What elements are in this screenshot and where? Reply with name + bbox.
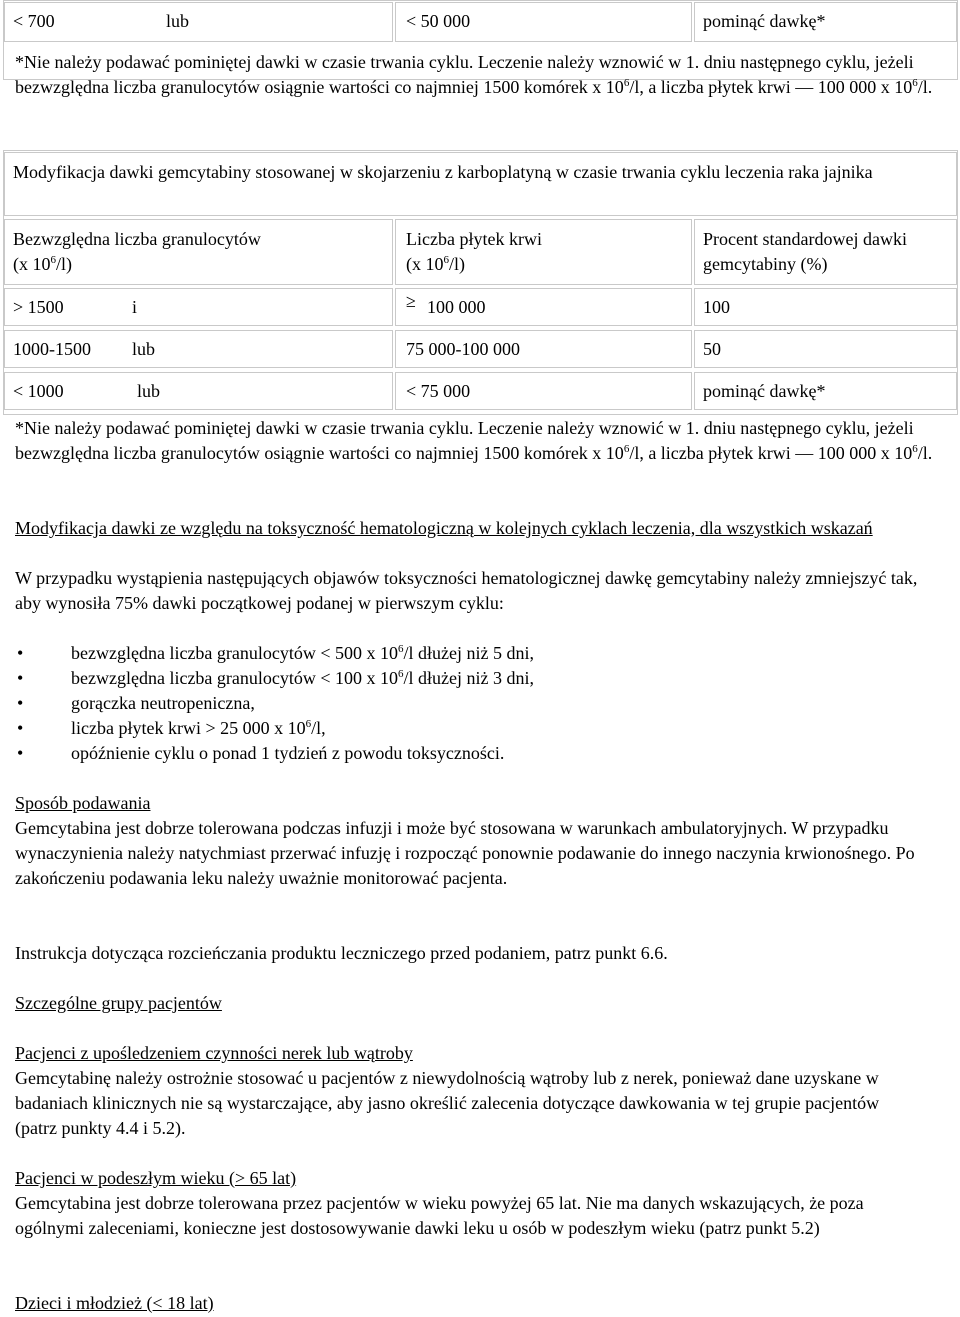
top-table-footnote [15,50,950,100]
row3-percent: pominąć dawkę* [703,381,826,401]
bullet-marker: • [17,643,24,663]
main-table-footnote [15,416,950,466]
footnote-sup-2: 6 [912,77,918,89]
table-row [4,288,393,326]
footnote-text-3: /l. [917,77,933,97]
top-row-percent-cell [694,2,957,42]
row1-geq-symbol: ≥ [406,291,416,311]
bullet-sup: 6 [398,668,404,680]
bullet-marker: • [17,718,24,738]
header-platelets [395,219,692,285]
footnote-sup-1: 6 [623,77,630,89]
administration-heading: Sposób podawania [15,793,151,813]
table-row [694,330,957,368]
footnote-text-2: /l, a liczba płytek krwi — 100 000 x 10 [629,77,913,97]
table-row [395,330,692,368]
bullet-text: bezwzględna liczba granulocytów < 100 x 10 [71,668,399,688]
row3-operator: lub [137,381,161,401]
header-percent-label: Procent standardowej dawki gemcytabiny (%) [703,229,907,274]
table-row [4,330,393,368]
bullet-text-end: /l dłużej niż 3 dni, [403,668,535,688]
unit-suffix: /l) [449,254,465,274]
list-item [15,741,945,766]
row3-platelets: < 75 000 [406,381,471,401]
header-platelets-unit [406,252,681,277]
bullet-sup: 6 [398,643,404,655]
row2-platelets: 75 000-100 000 [406,339,520,359]
hematologic-intro: W przypadku wystąpienia następujących objawów toksyczności hematologicznej dawkę gemcytabiny należy zmniejszyć tak, aby wynosiła 75% dawki początkowej podanej w pierwszym cyklu: [15,568,918,613]
bullet-marker: • [17,693,24,713]
footnote-text-3: /l. [917,443,933,463]
hematologic-heading: Modyfikacja dawki ze względu na toksyczność hematologiczną w kolejnych cyklach leczenia, dla wszystkich wskazań [15,518,873,538]
bullet-text: opóźnienie cyklu o ponad 1 tydzień z powodu toksyczności. [71,743,505,763]
bullet-text: bezwzględna liczba granulocytów < 500 x 10 [71,643,399,663]
top-row-percent: pominąć dawkę* [703,11,826,31]
footnote-sup-2: 6 [912,443,918,455]
footnote-text-1: *Nie należy podawać pominiętej dawki w czasie trwania cyklu. Leczenie należy wznowić w 1. dniu następnego cyklu, jeżeli bezwzględna liczba granulocytów osiągnie wartości co najmniej 1500 komórek x 10 [15,418,914,463]
row1-platelets: 100 000 [427,297,486,317]
header-platelets-label: Liczba płytek krwi [406,229,542,249]
table-row [694,372,957,410]
administration-instruction: Instrukcja dotycząca rozcieńczania produktu leczniczego przed podaniem, patrz punkt 6.6. [15,943,668,963]
table-title-cell [4,152,957,216]
top-row-platelets: < 50 000 [406,11,471,31]
administration-text: Gemcytabina jest dobrze tolerowana podczas infuzji i może być stosowana w warunkach ambulatoryjnych. W przypadku wynaczynienia należy natychmiast przerwać infuzję i rozpocząć ponownie podawanie do innego naczynia krwionośnego. Po zakończeniu podawania leku należy uważnie monitorować pacjenta. [15,818,915,888]
footnote-text-2: /l, a liczba płytek krwi — 100 000 x 10 [629,443,913,463]
top-row-granulocytes-cell [4,2,393,42]
row2-granulocytes: 1000-1500 [13,339,91,359]
bullet-marker: • [17,668,24,688]
list-item [15,641,945,666]
bullet-text-end: /l dłużej niż 5 dni, [403,643,535,663]
header-granulocytes [4,219,393,285]
row2-operator: lub [132,339,156,359]
bullet-text-end: /l, [311,718,326,738]
list-item [15,691,945,716]
header-granulocytes-unit [13,252,384,277]
unit-sup: 6 [443,254,449,266]
bullet-text: liczba płytek krwi > 25 000 x 10 [71,718,306,738]
hematologic-bullet-list [15,641,945,766]
list-item [15,716,945,741]
table-row [694,288,957,326]
special-groups-heading: Szczególne grupy pacjentów [15,993,222,1013]
top-row-granulocytes: < 700 [13,11,55,31]
table-row [395,288,692,326]
table-title: Modyfikacja dawki gemcytabiny stosowanej w skojarzeniu z karboplatyną w czasie trwania cyklu leczenia raka jajnika [13,162,873,182]
footnote-text-1: *Nie należy podawać pominiętej dawki w czasie trwania cyklu. Leczenie należy wznowić w 1. dniu następnego cyklu, jeżeli bezwzględna liczba granulocytów osiągnie wartości co najmniej 1500 komórek x 10 [15,52,914,97]
unit-prefix: (x 10 [406,254,444,274]
row1-granulocytes: > 1500 [13,297,64,317]
top-row-operator: lub [166,11,190,31]
row1-operator: i [132,297,138,317]
unit-prefix: (x 10 [13,254,51,274]
table-row [4,372,393,410]
header-percent [694,219,957,285]
table-row [395,372,692,410]
unit-suffix: /l) [56,254,72,274]
renal-hepatic-text: Gemcytabinę należy ostrożnie stosować u pacjentów z niewydolnością wątroby lub z nerek, ponieważ dane uzyskane w badaniach klinicznych nie są wystarczające, aby jasno określić zalecenia dotyczące dawkowania w tej grupie pacjentów (patrz punkty 4.4 i 5.2). [15,1068,880,1138]
top-row-platelets-cell [395,2,692,42]
row2-percent: 50 [703,339,721,359]
footnote-sup-1: 6 [623,443,630,455]
list-item [15,666,945,691]
elderly-text: Gemcytabina jest dobrze tolerowana przez pacjentów w wieku powyżej 65 lat. Nie ma danych wskazujących, że poza ogólnymi zaleceniami, konieczne jest dostosowywanie dawki leku u osób w podeszłym wieku (patrz punkt 5.2) [15,1193,864,1238]
unit-sup: 6 [50,254,56,266]
header-granulocytes-label: Bezwzględna liczba granulocytów [13,229,261,249]
renal-hepatic-heading: Pacjenci z upośledzeniem czynności nerek lub wątroby [15,1043,413,1063]
children-heading: Dzieci i młodzież (< 18 lat) [15,1293,214,1313]
bullet-sup: 6 [305,718,312,730]
bullet-text: gorączka neutropeniczna, [71,693,255,713]
bullet-marker: • [17,743,24,763]
elderly-heading: Pacjenci w podeszłym wieku (> 65 lat) [15,1168,297,1188]
row1-percent: 100 [703,297,730,317]
row3-granulocytes: < 1000 [13,381,64,401]
